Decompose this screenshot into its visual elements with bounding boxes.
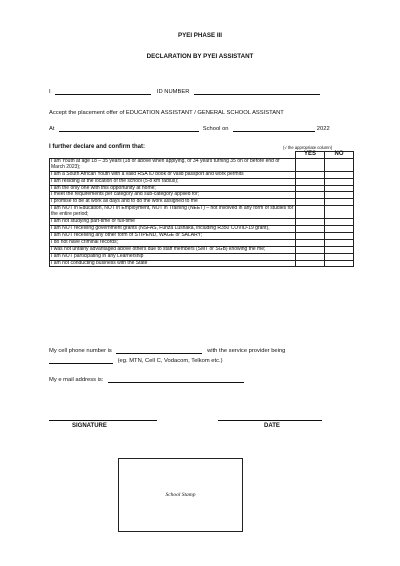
statement-cell: I am a South African Youth with a valid RSA ID book or valid passport and work permits <box>50 171 296 178</box>
tick-note: (√ the appropriate column) <box>283 145 333 150</box>
cell-row <box>49 348 285 354</box>
declaration-table <box>49 151 354 267</box>
no-checkbox-cell[interactable] <box>325 178 354 185</box>
school-name-field[interactable] <box>59 131 199 132</box>
statement-cell: I am not conducting business with the State <box>50 260 296 267</box>
cell-number-field[interactable] <box>116 353 202 354</box>
no-checkbox-cell[interactable] <box>325 185 354 192</box>
no-checkbox-cell[interactable] <box>325 199 354 206</box>
yes-checkbox-cell[interactable] <box>296 158 325 171</box>
id-number-label: ID NUMBER <box>156 89 190 95</box>
no-checkbox-cell[interactable] <box>325 158 354 171</box>
provider-examples: (eg. MTN, Cell C, Vodacom, Telkom etc.) <box>117 358 223 364</box>
date-field[interactable] <box>233 131 315 132</box>
no-checkbox-cell[interactable] <box>325 192 354 199</box>
statement-cell: I meet the requirements per category and sub-category applied for; <box>50 192 296 199</box>
yes-checkbox-cell[interactable] <box>296 178 325 185</box>
school-stamp-box <box>118 458 243 532</box>
accept-text: Accept the placement offer of EDUCATION ASSISTANT / GENERAL SCHOOL ASSISTANT <box>49 110 284 116</box>
yes-checkbox-cell[interactable] <box>296 239 325 246</box>
yes-checkbox-cell[interactable] <box>296 192 325 199</box>
date-line[interactable] <box>218 420 322 421</box>
table-row <box>50 253 354 260</box>
table-row <box>50 178 354 185</box>
yes-checkbox-cell[interactable] <box>296 199 325 206</box>
statement-cell: I am not studying part-time or full-time <box>50 219 296 226</box>
yes-checkbox-cell[interactable] <box>296 206 325 219</box>
year-text: 2022 <box>316 126 330 132</box>
no-checkbox-cell[interactable] <box>325 239 354 246</box>
yes-checkbox-cell[interactable] <box>296 185 325 192</box>
statement-cell: I am NOT in Education, NOT in Employment, NOT in Training (NEET) – not involved in any form of studies for the entire period; <box>50 206 296 219</box>
statement-cell: I was not unfairly advantaged above others due to staff members (SMT or SGB) knowing the me; <box>50 246 296 253</box>
statement-cell: I am residing at the location of the school (5-8 km radius); <box>50 178 296 185</box>
school-on-label: School on <box>202 126 229 132</box>
no-checkbox-cell[interactable] <box>325 232 354 239</box>
yes-checkbox-cell[interactable] <box>296 260 325 267</box>
signature-label: SIGNATURE <box>72 423 107 429</box>
statement-cell: I am NOT receiving government grants (NSFAS, Funza Lushaka, including R350 COVID-19 grant), <box>50 225 296 232</box>
school-row <box>49 126 330 132</box>
i-label: I <box>49 89 51 95</box>
statement-cell: I do not have criminal records; <box>50 239 296 246</box>
yes-checkbox-cell[interactable] <box>296 253 325 260</box>
document-subtitle: DECLARATION BY PYEI ASSISTANT <box>146 53 254 60</box>
statement-cell: I promise to be at work all days and to do the work assigned to me <box>50 199 296 206</box>
cell-prefix: My cell phone number is <box>49 348 112 354</box>
name-field[interactable] <box>55 94 151 95</box>
at-label: At <box>49 126 55 132</box>
table-row <box>50 158 354 171</box>
signature-line[interactable] <box>49 420 157 421</box>
no-header: NO <box>325 152 354 159</box>
yes-checkbox-cell[interactable] <box>296 219 325 226</box>
statement-cell: I am the only one with this opportunity at home; <box>50 185 296 192</box>
table-row <box>50 206 354 219</box>
no-checkbox-cell[interactable] <box>325 246 354 253</box>
email-label: My e mail address is: <box>49 377 104 383</box>
document-title: PYEI PHASE III <box>177 32 222 39</box>
yes-checkbox-cell[interactable] <box>296 171 325 178</box>
date-label: DATE <box>264 423 280 429</box>
email-field[interactable] <box>108 382 244 383</box>
no-checkbox-cell[interactable] <box>325 206 354 219</box>
declaration-heading: I further declare and confirm that: <box>49 144 146 150</box>
school-stamp-label: School Stamp <box>165 492 196 498</box>
yes-checkbox-cell[interactable] <box>296 232 325 239</box>
yes-header: YES <box>296 152 325 159</box>
id-number-field[interactable] <box>194 94 320 95</box>
cell-suffix: with the service provider being <box>207 348 286 354</box>
name-row <box>49 89 320 95</box>
statement-cell: I am NOT participating in any Learnership <box>50 253 296 260</box>
yes-checkbox-cell[interactable] <box>296 225 325 232</box>
statement-cell: I am Youth at age 18 – 35 years (18 or above when applying, or 34 years turning 35 on or before end of March 2023); <box>50 158 296 171</box>
statement-cell: I am NOT receiving any other form of STIPEND, WAGE or SALARY; <box>50 232 296 239</box>
no-checkbox-cell[interactable] <box>325 219 354 226</box>
no-checkbox-cell[interactable] <box>325 225 354 232</box>
email-row <box>49 377 244 383</box>
no-checkbox-cell[interactable] <box>325 260 354 267</box>
table-row <box>50 260 354 267</box>
yes-checkbox-cell[interactable] <box>296 246 325 253</box>
no-checkbox-cell[interactable] <box>325 253 354 260</box>
provider-row <box>49 358 223 364</box>
no-checkbox-cell[interactable] <box>325 171 354 178</box>
provider-field[interactable] <box>49 363 113 364</box>
